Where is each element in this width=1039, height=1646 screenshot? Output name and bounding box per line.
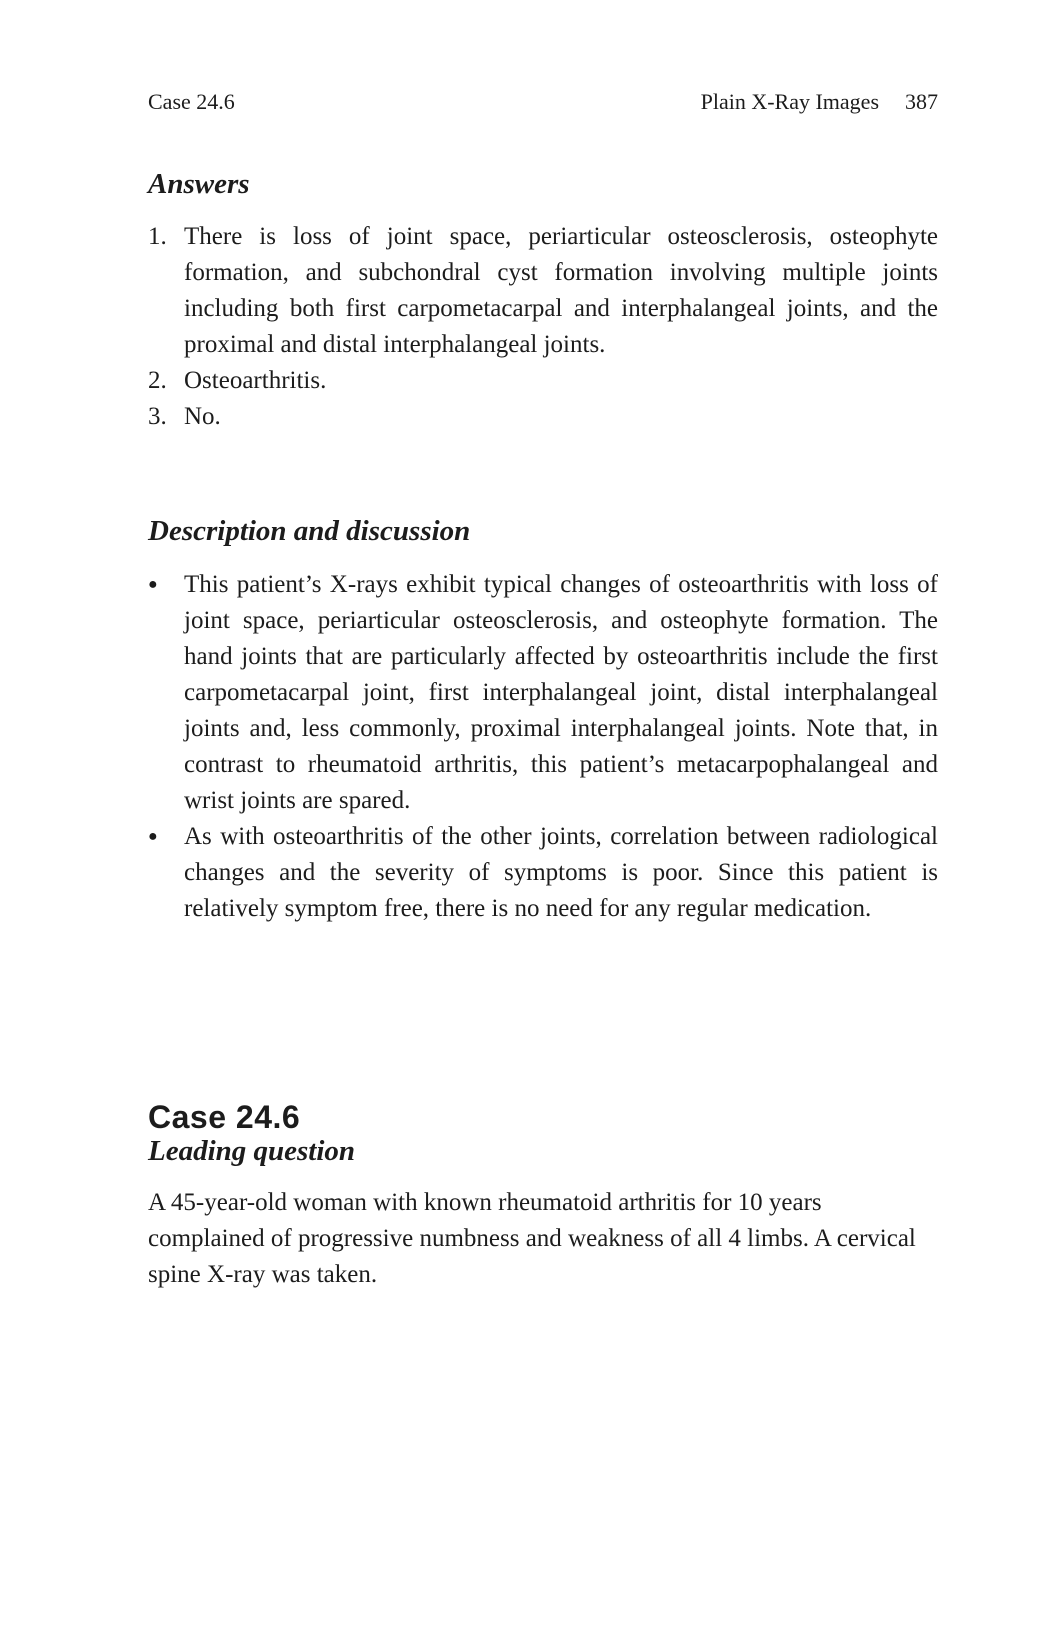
answer-text: Osteoarthritis. (184, 367, 327, 394)
discussion-text: This patient’s X-rays exhibit typical changes of osteoarthritis with loss of joint space, periarticular osteosclerosis, and osteophyte formation. The hand joints that are particularly affected by osteoarthritis include the first carpometacarpal joint, first interphalangeal joint, distal interphalangeal joints and, less commonly, proximal interphalangeal joints. Note that, in contrast to rheumatoid arthritis, this patient’s metacarpophalangeal and wrist joints are spared. (184, 571, 938, 814)
discussion-item (148, 567, 938, 819)
answer-item (148, 219, 938, 363)
bullet-icon: ● (148, 576, 158, 593)
answers-list (148, 219, 938, 435)
answer-number: 2. (148, 367, 167, 394)
running-head-right (701, 86, 938, 118)
case-text-block (148, 1185, 938, 1293)
answer-text: No. (184, 403, 221, 430)
discussion-item (148, 819, 938, 927)
answer-text: There is loss of joint space, periarticular osteosclerosis, osteophyte formation, and subchondral cyst formation involving multiple joints including both first carpometacarpal and interphalangeal joints, and the proximal and distal interphalangeal joints. (184, 223, 938, 358)
answers-heading: Answers (148, 168, 250, 200)
running-head (148, 86, 938, 118)
case-heading: Case 24.6 (148, 1099, 301, 1135)
discussion-heading: Description and discussion (148, 515, 471, 547)
discussion-list (148, 567, 938, 927)
running-head-title: Plain X-Ray Images (700, 89, 879, 114)
answer-number: 1. (148, 223, 167, 250)
page-number: 387 (905, 89, 938, 114)
case-paragraph: A 45-year-old woman with known rheumatoid arthritis for 10 years complained of progressive numbness and weakness of all 4 limbs. A cervical spine X-ray was taken. (148, 1189, 916, 1288)
answer-item (148, 363, 938, 399)
bullet-icon: ● (148, 828, 158, 845)
answer-number: 3. (148, 403, 167, 430)
discussion-text: As with osteoarthritis of the other joints, correlation between radiological changes and the severity of symptoms is poor. Since this patient is relatively symptom free, there is no need for any regular medication. (184, 823, 938, 922)
answer-item (148, 399, 938, 435)
leading-question-heading: Leading question (148, 1135, 356, 1167)
running-head-case: Case 24.6 (148, 89, 235, 114)
